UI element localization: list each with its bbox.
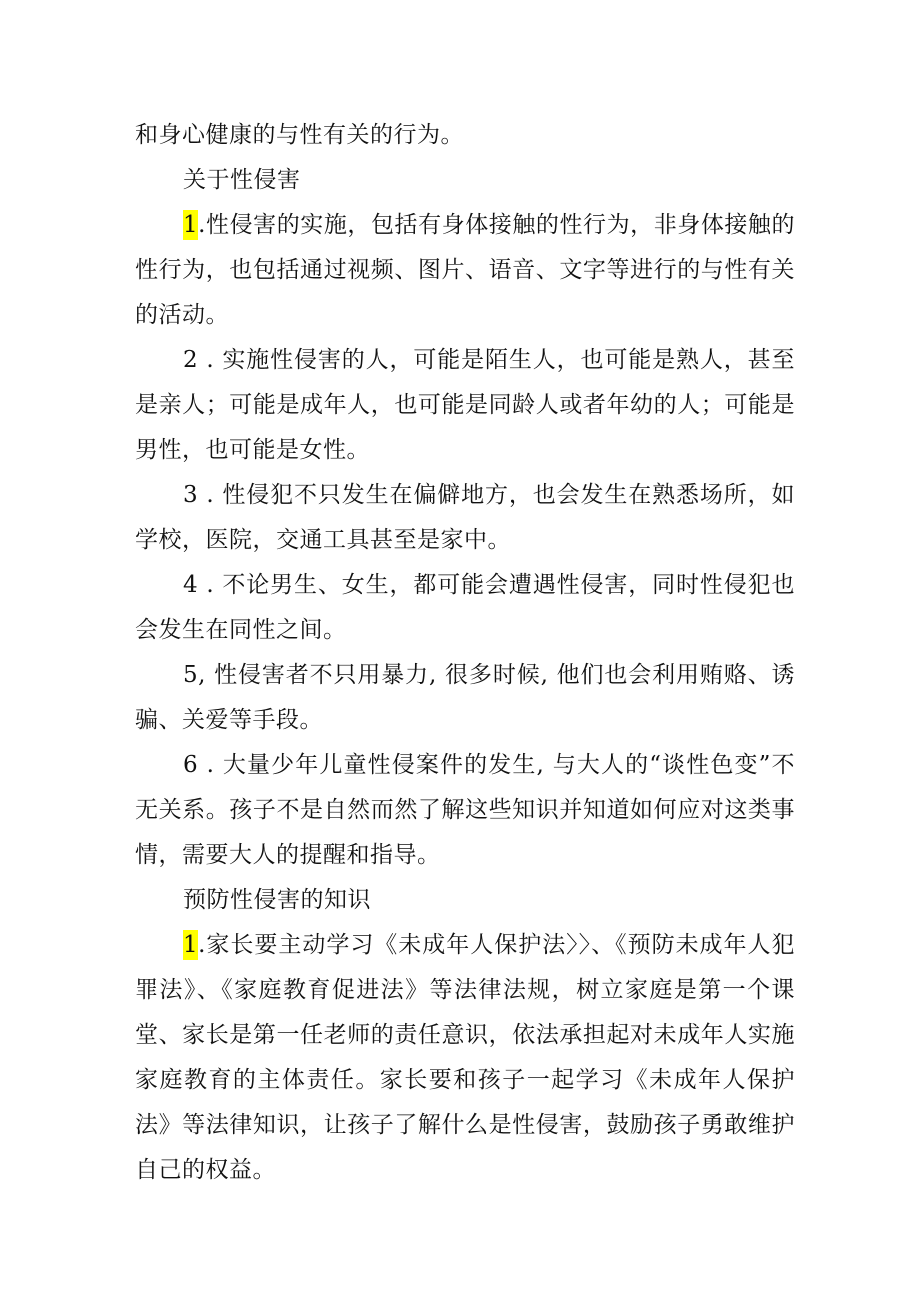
paragraph-continuation (135, 113, 795, 158)
list-number: 5 (183, 662, 199, 688)
list-item-5 (135, 653, 795, 743)
list-item-1 (135, 203, 795, 338)
list-item-prevention-1 (135, 923, 795, 1193)
section-heading-text: 预防性侵害的知识 (183, 887, 371, 913)
list-item-text: . 大量少年儿童性侵案件的发生, 与大人的“谈性色变”不无关系。孩子不是自然而然了解这些知识并知道如何应对这类事情，需要大人的提醒和指导。 (135, 752, 795, 868)
list-item-text: .性侵害的实施，包括有身体接触的性行为，非身体接触的性行为，也包括通过视频、图片、语音、文字等进行的与性有关的活动。 (135, 212, 795, 328)
paragraph-text: 和身心健康的与性有关的行为。 (135, 122, 464, 148)
list-item-6 (135, 743, 795, 878)
list-number: 2 (183, 347, 199, 373)
list-number: 4 (183, 572, 199, 598)
list-item-text: . 性侵犯不只发生在偏僻地方，也会发生在熟悉场所，如学校，医院，交通工具甚至是家中。 (135, 482, 795, 553)
list-number: 6 (183, 752, 199, 778)
list-item-4 (135, 563, 795, 653)
list-item-text: . 实施性侵害的人，可能是陌生人，也可能是熟人，甚至是亲人；可能是成年人，也可能是同龄人或者年幼的人；可能是男性，也可能是女性。 (135, 347, 795, 463)
document-body (135, 113, 795, 1193)
list-number: 3 (183, 482, 199, 508)
highlighted-list-number: 1 (183, 932, 199, 958)
section-heading-text: 关于性侵害 (183, 167, 301, 193)
section-heading-prevention (135, 878, 795, 923)
list-item-2 (135, 338, 795, 473)
list-item-text: .家长要主动学习《未成年人保护法〉〉、《预防未成年人犯罪法》、《家庭教育促进法》等法律法规，树立家庭是第一个课堂、家长是第一任老师的责任意识，依法承担起对未成年人实施家庭教育的主体责任。家长要和孩子一起学习《未成年人保护法》等法律知识，让孩子了解什么是性侵害，鼓励孩子勇敢维护自己的权益。 (135, 932, 795, 1183)
list-item-text: , 性侵害者不只用暴力, 很多时候, 他们也会利用贿赂、诱骗、关爱等手段。 (135, 662, 795, 733)
section-heading-about-sexual-assault (135, 158, 795, 203)
list-item-3 (135, 473, 795, 563)
list-item-text: . 不论男生、女生，都可能会遭遇性侵害，同时性侵犯也会发生在同性之间。 (135, 572, 795, 643)
highlighted-list-number: 1 (183, 212, 199, 238)
